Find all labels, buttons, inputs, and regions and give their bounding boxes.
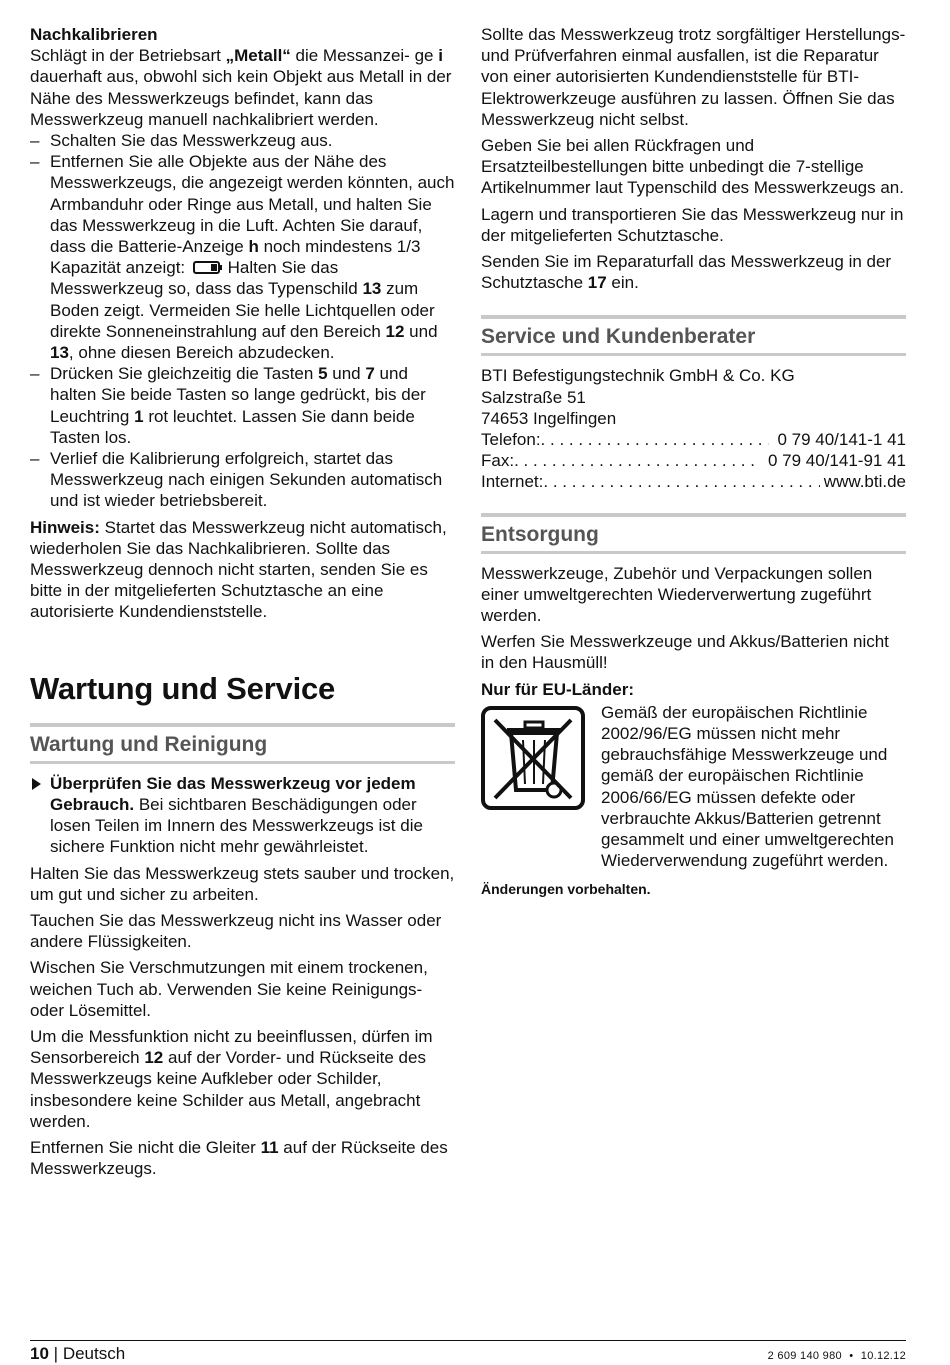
crossed-bin-icon bbox=[481, 706, 585, 810]
left-column bbox=[30, 24, 455, 1179]
phone-value: 0 79 40/141-1 41 bbox=[777, 430, 906, 450]
paragraph-store: Lagern und transportieren Sie das Messwerkzeug nur in der mitgelieferten Schutztasche. bbox=[481, 204, 904, 245]
paragraph-disposal-1: Messwerkzeuge, Zubehör und Verpackungen sollen einer umweltgerechten Wiederverwertung zugeführt werden. bbox=[481, 563, 873, 626]
changes-reserved: Änderungen vorbehalten. bbox=[481, 880, 651, 897]
internet-row bbox=[481, 471, 906, 492]
nachkal-intro: Schlägt in der Betriebsart „Metall“ die Messanzei- ge i dauerhaft aus, obwohl sich kein Objekt aus Metall in der Nähe des Messwerkzeugs befindet, kann das Messwerkzeug manuell nachkalibriert werden. bbox=[30, 46, 452, 129]
list-item: – Entfernen Sie alle Objekte aus der Nähe des Messwerkzeugs, die angezeigt werden könnten, auch Armbanduhr oder Ringe aus Metall, und halten Sie das Messwerkzeug in die Luft. Achten Sie darauf, dass die Batterie-Anzeige h noch mindestens 1/3 Kapazität anzeigt: Halten Sie das Messwerkzeug so, dass das Typenschild 13 zum Boden zeigt. Vermeiden Sie helle Lichtquellen oder direkte Sonneneinstrahlung auf den Bereich 12 und 13, ohne diesen Bereich abzudecken. bbox=[30, 151, 455, 363]
company-name: BTI Befestigungstechnik GmbH & Co. KG bbox=[481, 366, 795, 386]
list-item: – Verlief die Kalibrierung erfolgreich, startet das Messwerkzeug nach einigen Sekunden automatisch und ist wieder betriebsbereit. bbox=[30, 448, 455, 512]
section-title-nachkalibrieren: Nachkalibrieren bbox=[30, 25, 158, 44]
internet-label: Internet: bbox=[481, 472, 544, 492]
internet-link[interactable]: www.bti.de bbox=[823, 472, 906, 492]
paragraph-glide: Entfernen Sie nicht die Gleiter 11 auf der Rückseite des Messwerkzeugs. bbox=[30, 1137, 448, 1179]
footer-bullet: • bbox=[849, 1350, 854, 1362]
eu-disposal-block bbox=[481, 702, 906, 872]
phone-label: Telefon: bbox=[481, 430, 541, 450]
footer-separator: | bbox=[53, 1344, 59, 1363]
calibration-steps bbox=[30, 130, 455, 512]
battery-icon bbox=[193, 259, 223, 275]
street-address: Salzstraße 51 bbox=[481, 387, 586, 407]
document-number: 2 609 140 980 bbox=[767, 1350, 842, 1362]
paragraph-send: Senden Sie im Reparaturfall das Messwerkzeug in der Schutztasche 17 ein. bbox=[481, 252, 892, 293]
paragraph-order: Geben Sie bei allen Rückfragen und Ersatzteilbestellungen bitte unbedingt die 7-stellige Artikelnummer laut Typenschild des Messwerkzeugs an. bbox=[481, 136, 904, 198]
footer-rule bbox=[30, 1340, 906, 1341]
page-heading-wartung: Wartung und Service bbox=[30, 670, 336, 706]
page-number: 10 bbox=[30, 1344, 49, 1363]
subheading-service: Service und Kundenberater bbox=[481, 315, 906, 356]
fax-value: 0 79 40/141-91 41 bbox=[767, 451, 906, 471]
list-item: – Schalten Sie das Messwerkzeug aus. bbox=[30, 130, 455, 151]
fax-label: Fax: bbox=[481, 451, 515, 471]
paragraph-wipe: Wischen Sie Verschmutzungen mit einem trockenen, weichen Tuch ab. Verwenden Sie keine Reinigungs- oder Lösemittel. bbox=[30, 958, 428, 1020]
subheading-wartung-reinigung: Wartung und Reinigung bbox=[30, 723, 455, 764]
document-date: 10.12.12 bbox=[860, 1350, 906, 1362]
check-instruction: Überprüfen Sie das Messwerkzeug vor jedem Gebrauch. Bei sichtbaren Beschädigungen oder losen Teilen im Innern des Messwerkzeugs ist die sichere Funktion nicht mehr gewährleistet. bbox=[30, 773, 455, 858]
footer-language: Deutsch bbox=[62, 1344, 126, 1363]
eu-label: Nur für EU-Länder: bbox=[481, 679, 634, 699]
eu-directive-text: Gemäß der europäischen Richtlinie 2002/96/EG müssen nicht mehr gebrauchsfähige Messwerkzeuge und gemäß der europäischen Richtlinie 2006/66/EG müssen defekte oder verbrauchte Akkus/Batterien getrennt gesammelt und einer umweltgerechten Wiederverwendung zugeführt werden. bbox=[601, 702, 894, 871]
list-item: – Drücken Sie gleichzeitig die Tasten 5 und 7 und halten Sie beide Tasten so lange gedrückt, bis der Leuchtring 1 rot leuchtet. Lassen Sie dann beide Tasten los. bbox=[30, 363, 455, 448]
hinweis-note: Hinweis: Startet das Messwerkzeug nicht automatisch, wiederholen Sie das Nachkalibrieren. Sollte das Messwerkzeug dennoch nicht starten, senden Sie es bitte in der mitgelieferten Schutztasche an eine autorisierte Kundendienststelle. bbox=[30, 517, 447, 622]
city-address: 74653 Ingelfingen bbox=[481, 408, 617, 428]
footer-left bbox=[30, 1344, 125, 1364]
right-column bbox=[481, 24, 906, 898]
subheading-entsorgung: Entsorgung bbox=[481, 513, 906, 554]
arrow-right-icon bbox=[32, 778, 41, 790]
fax-row bbox=[481, 450, 906, 471]
paragraph-water: Tauchen Sie das Messwerkzeug nicht ins Wasser oder andere Flüssigkeiten. bbox=[30, 910, 442, 952]
contact-block bbox=[481, 365, 906, 492]
paragraph-disposal-2: Werfen Sie Messwerkzeuge und Akkus/Batterien nicht in den Hausmüll! bbox=[481, 632, 889, 673]
paragraph-sensor: Um die Messfunktion nicht zu beeinflussen, dürfen im Sensorbereich 12 auf der Vorder- und Rückseite des Messwerkzeugs keine Aufkleber oder Schilder, insbesondere keine Schilder aus Metall, angebracht werden. bbox=[30, 1026, 433, 1131]
paragraph-repair: Sollte das Messwerkzeug trotz sorgfältiger Herstellungs- und Prüfverfahren einmal ausfallen, ist die Reparatur von einer autorisierten Kundendienststelle für BTI-Elektrowerkzeuge ausführen zu lassen. Öffnen Sie das Messwerkzeug nicht selbst. bbox=[481, 25, 906, 129]
footer-right bbox=[768, 1349, 906, 1363]
paragraph-clean: Halten Sie das Messwerkzeug stets sauber und trocken, um gut und sicher zu arbeiten. bbox=[30, 863, 455, 904]
phone-row bbox=[481, 429, 906, 450]
